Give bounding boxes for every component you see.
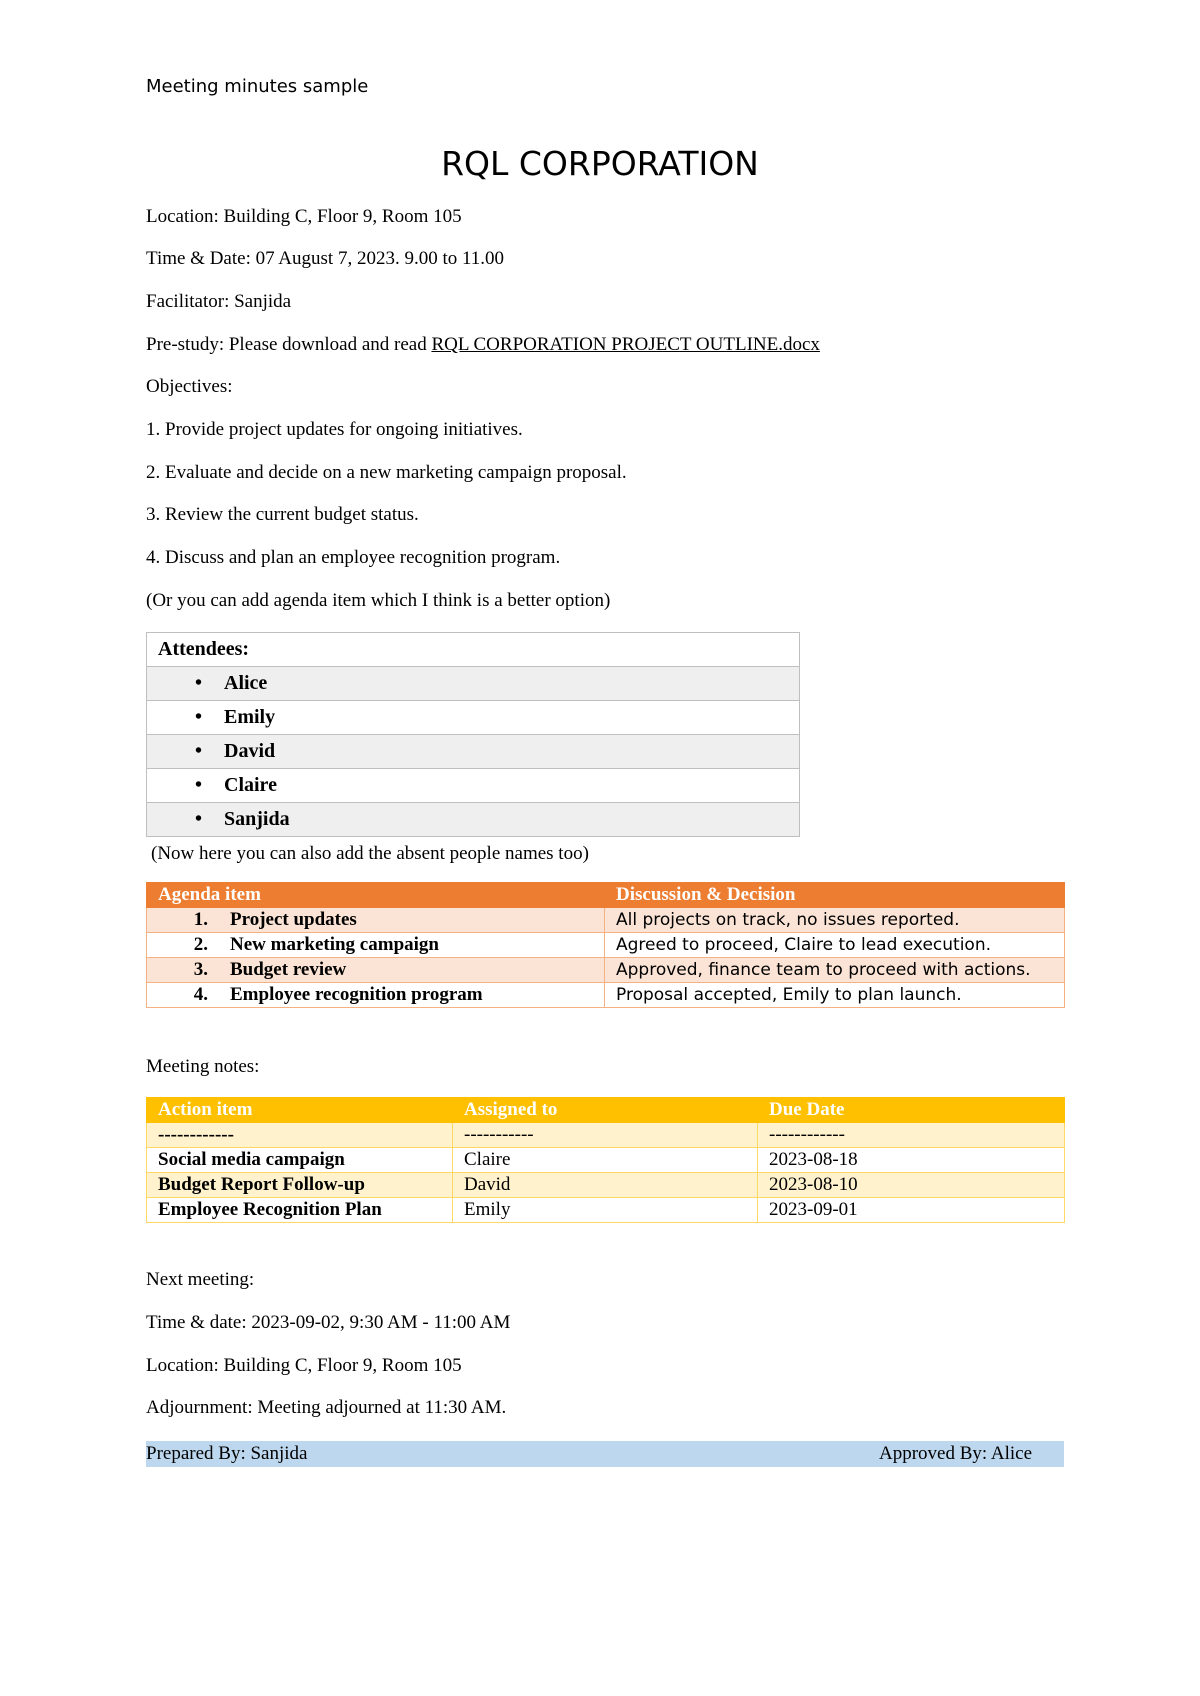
attendee-row [147, 701, 800, 735]
action-items-table [146, 1097, 1065, 1223]
objective-item: 3. Review the current budget status. [146, 504, 419, 525]
prepared-by: Prepared By: Sanjida [146, 1443, 308, 1464]
action-due-date: 2023-09-01 [758, 1198, 1065, 1223]
attendee-name: Alice [224, 672, 268, 694]
agenda-row [147, 908, 1065, 933]
action-assignee: Emily [453, 1198, 758, 1223]
location-line: Location: Building C, Floor 9, Room 105 [146, 206, 462, 227]
action-header-item: Action item [147, 1098, 453, 1123]
objectives-label: Objectives: [146, 376, 233, 397]
bullet-icon: • [194, 774, 202, 796]
action-row [147, 1198, 1065, 1223]
attendee-row [147, 667, 800, 701]
prestudy-text: Pre-study: Please download and read [146, 334, 432, 355]
attendee-name: Sanjida [224, 808, 290, 830]
approved-by: Approved By: Alice [878, 1443, 1032, 1464]
attendees-table [146, 632, 800, 837]
agenda-header-decision: Discussion & Decision [605, 883, 1065, 908]
absent-note: (Now here you can also add the absent people names too) [151, 843, 589, 864]
action-row [147, 1173, 1065, 1198]
action-row [147, 1148, 1065, 1173]
facilitator-line: Facilitator: Sanjida [146, 291, 292, 312]
action-assignee: Claire [453, 1148, 758, 1173]
agenda-note: (Or you can add agenda item which I think is a better option) [146, 590, 611, 611]
action-row [147, 1123, 1065, 1148]
action-item: Budget Report Follow-up [147, 1173, 453, 1198]
agenda-row [147, 958, 1065, 983]
action-assignee: ----------- [453, 1123, 758, 1148]
attendee-name: Emily [224, 706, 276, 728]
agenda-header-row [147, 883, 1065, 908]
agenda-number: 2. [193, 934, 208, 955]
objective-item: 4. Discuss and plan an employee recognition program. [146, 547, 561, 568]
agenda-row [147, 983, 1065, 1008]
agenda-item: Employee recognition program [230, 984, 483, 1005]
action-item: Employee Recognition Plan [147, 1198, 453, 1223]
action-item: Social media campaign [147, 1148, 453, 1173]
document-title: RQL CORPORATION [441, 144, 759, 183]
attendee-row [147, 769, 800, 803]
agenda-number: 3. [193, 959, 208, 980]
objective-item: 1. Provide project updates for ongoing initiatives. [146, 419, 523, 440]
action-header-row [147, 1098, 1065, 1123]
adjournment-line: Adjournment: Meeting adjourned at 11:30 AM. [146, 1397, 507, 1418]
agenda-decision: Agreed to proceed, Claire to lead execution. [605, 933, 1065, 958]
action-due-date: 2023-08-18 [758, 1148, 1065, 1173]
agenda-number: 1. [193, 909, 208, 930]
attendees-header-row [147, 633, 800, 667]
agenda-item: New marketing campaign [230, 934, 439, 955]
outline-doc-link[interactable]: RQL CORPORATION PROJECT OUTLINE.docx [431, 334, 820, 355]
attendees-header: Attendees: [147, 633, 800, 667]
action-header-assigned: Assigned to [453, 1098, 758, 1123]
agenda-table [146, 882, 1065, 1008]
bullet-icon: • [194, 808, 202, 830]
bullet-icon: • [194, 672, 202, 694]
agenda-decision: Approved, finance team to proceed with actions. [605, 958, 1065, 983]
agenda-number: 4. [193, 984, 208, 1005]
meeting-notes-label: Meeting notes: [146, 1056, 260, 1077]
objective-item: 2. Evaluate and decide on a new marketing campaign proposal. [146, 462, 627, 483]
action-assignee: David [453, 1173, 758, 1198]
prestudy-line [146, 334, 820, 356]
bullet-icon: • [194, 740, 202, 762]
next-meeting-location: Location: Building C, Floor 9, Room 105 [146, 1355, 462, 1376]
action-item: ------------ [147, 1123, 453, 1148]
agenda-item: Project updates [230, 909, 357, 930]
agenda-item: Budget review [230, 959, 347, 980]
page-header: Meeting minutes sample [146, 76, 369, 97]
time-date-line: Time & Date: 07 August 7, 2023. 9.00 to 11.00 [146, 248, 505, 269]
attendee-row [147, 735, 800, 769]
agenda-decision: All projects on track, no issues reported. [605, 908, 1065, 933]
attendee-name: David [224, 740, 276, 762]
attendee-row [147, 803, 800, 837]
action-due-date: 2023-08-10 [758, 1173, 1065, 1198]
bullet-icon: • [194, 706, 202, 728]
agenda-header-item: Agenda item [147, 883, 605, 908]
signoff-bar [146, 1441, 1064, 1467]
agenda-row [147, 933, 1065, 958]
agenda-decision: Proposal accepted, Emily to plan launch. [605, 983, 1065, 1008]
attendee-name: Claire [224, 774, 277, 796]
next-meeting-time: Time & date: 2023-09-02, 9:30 AM - 11:00 AM [146, 1312, 511, 1333]
next-meeting-label: Next meeting: [146, 1269, 255, 1290]
action-header-due: Due Date [758, 1098, 1065, 1123]
action-due-date: ------------ [758, 1123, 1065, 1148]
